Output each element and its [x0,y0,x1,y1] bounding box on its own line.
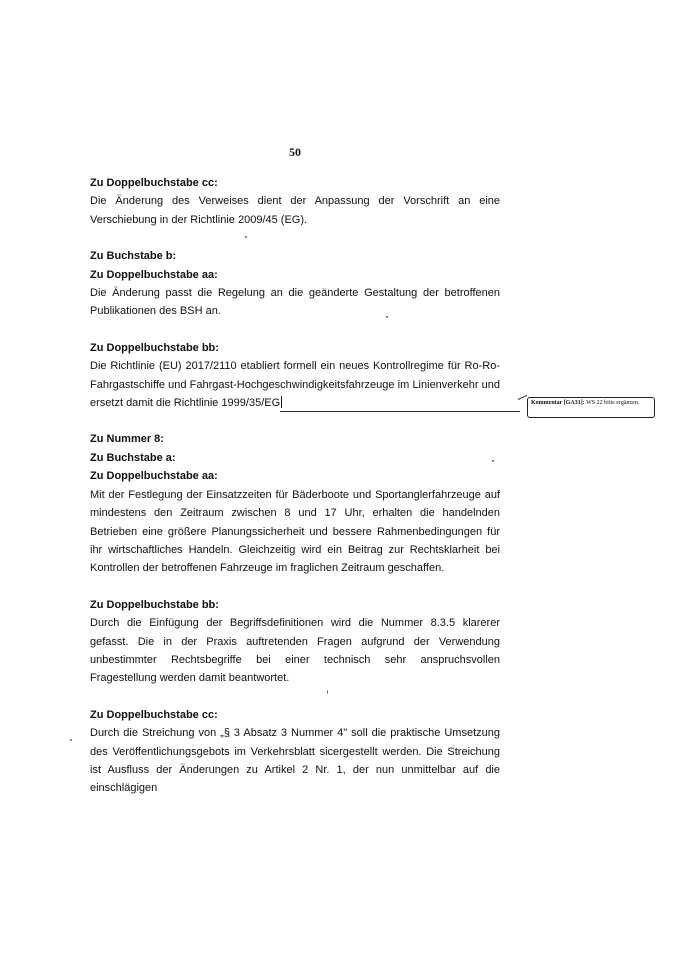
section-subheading: Zu Buchstabe a: [90,451,176,464]
scan-speck [492,460,494,462]
section-paragraph-text: Die Richtlinie (EU) 2017/2110 etabliert formell ein neues Kontrollregime für Ro-Ro-Fahrgastschiffe und Fahrgast-Hochgeschwindigkeitsfahrzeuge im Linienverkehr und ersetzt damit die Richtlinie 1999/35/EG [90,360,500,410]
section-paragraph: Die Änderung passt die Regelung an die geänderte Gestaltung der betroffenen Publikationen des BSH an. [90,287,500,318]
scan-speck [245,236,247,238]
section-heading: Zu Buchstabe b: [90,250,177,263]
section-nr-8 [90,430,500,577]
section-subheading: Zu Doppelbuchstabe aa: [90,470,218,483]
section-paragraph: Durch die Streichung von „§ 3 Absatz 3 Nummer 4" soll die praktische Umsetzung des Veröffentlichungsgebots im Verkehrsblatt sicergestellt werden. Die Streichung ist Ausfluss der Änderungen zu Artikel 2 Nr. 1, der nun unmittelbar auf die einschlägigen [90,727,500,795]
scan-speck [386,316,388,318]
section-dbst-cc-2 [90,706,500,798]
section-heading: Zu Doppelbuchstabe cc: [90,177,218,189]
section-heading: Zu Doppelbuchstabe bb: [90,341,219,354]
scan-speck [327,690,328,694]
comment-connector-slope [518,395,527,400]
section-heading: Zu Doppelbuchstabe bb: [90,598,219,611]
page-number: 50 [289,145,301,159]
section-paragraph: Durch die Einfügung der Begriffsdefinitionen wird die Nummer 8.3.5 klarerer gefasst. Die in der Praxis auftretenden Fragen aufgrund der Verwendung unbestimmter Rechtsbegriffe bei einer technisch sehr anspruchsvollen Fragestellung werden damit beantwortet. [90,617,500,685]
comment-text: WS 22 bitte ergänzen. [586,400,640,406]
document-body [90,174,500,798]
section-dbst-bb-2 [90,596,500,688]
section-paragraph: Mit der Festlegung der Einsatzzeiten für Bäderboote und Sportanglerfahrzeuge auf mindestens den Zeitraum zwischen 8 und 17 Uhr, erhalten die handelnden Betrieben eine größere Planungssicherheit und bessere Rahmenbedingungen für ihr wirtschaftliches Handeln. Gleichzeitig wird ein Beitrag zur Rechtsklarheit bei Kontrollen der betroffenen Fahrzeuge im fraglichen Zeitraum geschaffen. [90,488,500,575]
scan-speck [70,739,72,741]
comment-connector-line [280,402,520,412]
section-dbst-cc-1 [90,174,500,229]
section-bst-b-dbst-aa [90,247,500,321]
comment-balloon[interactable] [527,397,655,418]
section-paragraph: Die Änderung des Verweises dient der Anpassung der Vorschrift an eine Verschiebung in der Richtlinie 2009/45 (EG). [90,195,500,226]
section-subheading: Zu Doppelbuchstabe aa: [90,268,218,281]
section-heading: Zu Doppelbuchstabe cc: [90,708,218,721]
comment-label: Kommentar [GA31]: [531,400,585,406]
section-heading: Zu Nummer 8: [90,433,164,446]
